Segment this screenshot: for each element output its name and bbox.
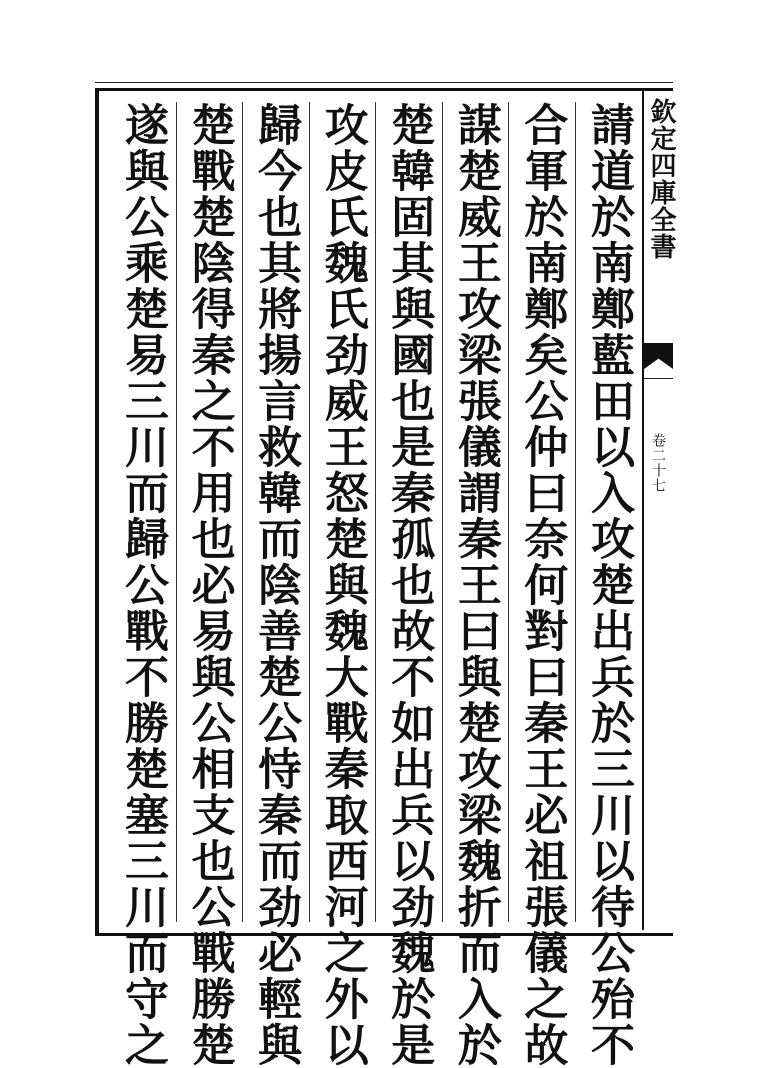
text-column-7 <box>176 102 241 1068</box>
text-column-4 <box>375 102 440 1068</box>
column-text: 謀楚威王攻梁張儀謂秦王曰與楚攻梁魏折而入於 <box>449 102 501 1068</box>
gutter-divider <box>644 378 673 379</box>
column-text: 請道於南鄭藍田以入攻楚出兵於三川以待公殆不 <box>582 102 634 1068</box>
column-text: 楚韓固其與國也是秦孤也故不如出兵以劲魏於是 <box>383 102 435 1068</box>
text-column-6 <box>242 102 307 1068</box>
column-text: 歸今也其將揚言救韓而陰善楚公恃秦而劲必輕與 <box>250 102 302 1068</box>
fish-tail-mark <box>644 343 673 369</box>
text-column-2 <box>508 102 573 1068</box>
left-border <box>95 88 99 933</box>
margin-gutter <box>642 88 675 930</box>
volume-label: 卷二十七 <box>650 433 666 493</box>
book-title: 欽定四庫全書 <box>646 98 676 260</box>
text-column-1 <box>575 102 640 1068</box>
column-text: 遂與公乘楚易三川而歸公戰不勝楚塞三川而守之 <box>117 102 168 1068</box>
column-text: 楚戰楚陰得秦之不用也必易與公相支也公戰勝楚 <box>183 102 235 1068</box>
text-column-5 <box>309 102 374 1068</box>
text-column-3 <box>442 102 507 1068</box>
column-text: 攻皮氏魏氏劲威王怒楚與魏大戰秦取西河之外以 <box>316 102 368 1068</box>
top-rule <box>95 82 673 83</box>
column-text: 合軍於南鄭矣公仲曰奈何對曰秦王必祖張儀之故 <box>516 102 568 1068</box>
main-text-block <box>110 102 640 1068</box>
text-column-8 <box>110 102 174 1068</box>
